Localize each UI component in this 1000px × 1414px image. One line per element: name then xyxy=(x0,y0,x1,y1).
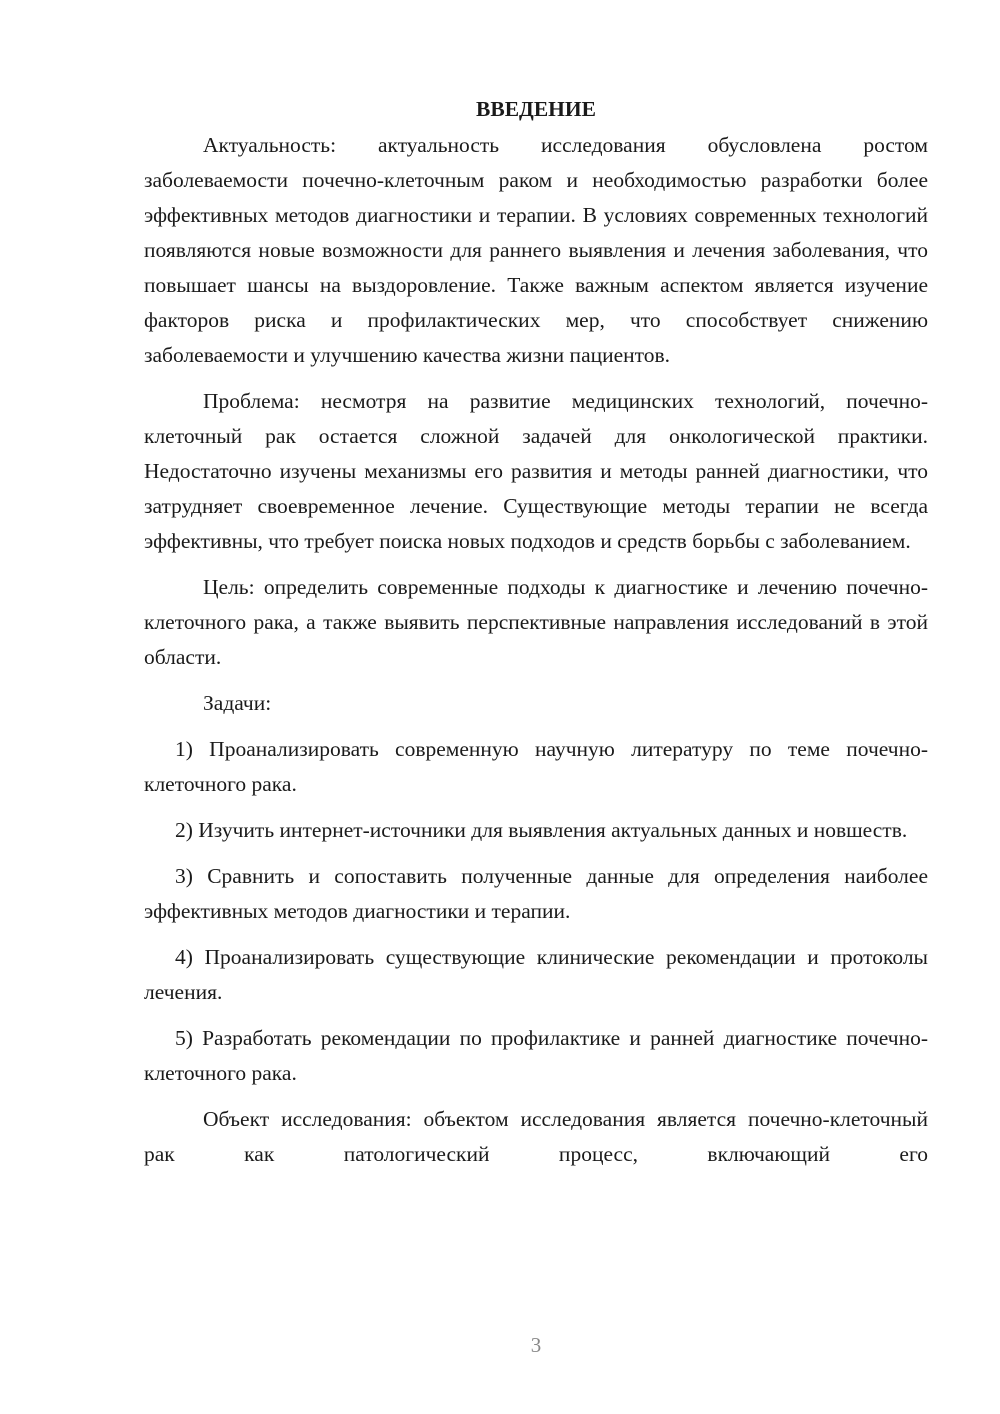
task-item-4: 4) Проанализировать существующие клинические рекомендации и протоколы лечения. xyxy=(144,945,928,1004)
problem-paragraph: Проблема: несмотря на развитие медицинских технологий, почечно-клеточный рак остается сложной задачей для онкологической практики. Недостаточно изучены механизмы его развития и методы ранней диагностики, что затрудняет своевременное лечение. Существующие методы терапии не всегда эффективны, что требует поиска новых подходов и средств борьбы с заболеванием. xyxy=(144,389,928,553)
tasks-heading: Задачи: xyxy=(203,691,272,715)
object-paragraph: Объект исследования: объектом исследования является почечно-клеточный рак как патологический процесс, включающий его xyxy=(144,1107,928,1166)
section-title: ВВЕДЕНИЕ xyxy=(476,97,596,121)
page-number: 3 xyxy=(530,1333,542,1357)
document-page xyxy=(144,92,928,1172)
task-item-3: 3) Сравнить и сопоставить полученные данные для определения наиболее эффективных методов диагностики и терапии. xyxy=(144,864,928,923)
task-item-5: 5) Разработать рекомендации по профилактике и ранней диагностике почечно-клеточного рака. xyxy=(144,1026,928,1085)
goal-paragraph: Цель: определить современные подходы к диагностике и лечению почечно-клеточного рака, а также выявить перспективные направления исследований в этой области. xyxy=(144,575,928,669)
task-item-2: 2) Изучить интернет-источники для выявления актуальных данных и новшеств. xyxy=(175,818,908,842)
task-item-1: 1) Проанализировать современную научную литературу по теме почечно-клеточного рака. xyxy=(144,737,928,796)
relevance-paragraph: Актуальность: актуальность исследования обусловлена ростом заболеваемости почечно-клеточным раком и необходимостью разработки более эффективных методов диагностики и терапии. В условиях современных технологий появляются новые возможности для раннего выявления и лечения заболевания, что повышает шансы на выздоровление. Также важным аспектом является изучение факторов риска и профилактических мер, что способствует снижению заболеваемости и улучшению качества жизни пациентов. xyxy=(144,133,928,367)
